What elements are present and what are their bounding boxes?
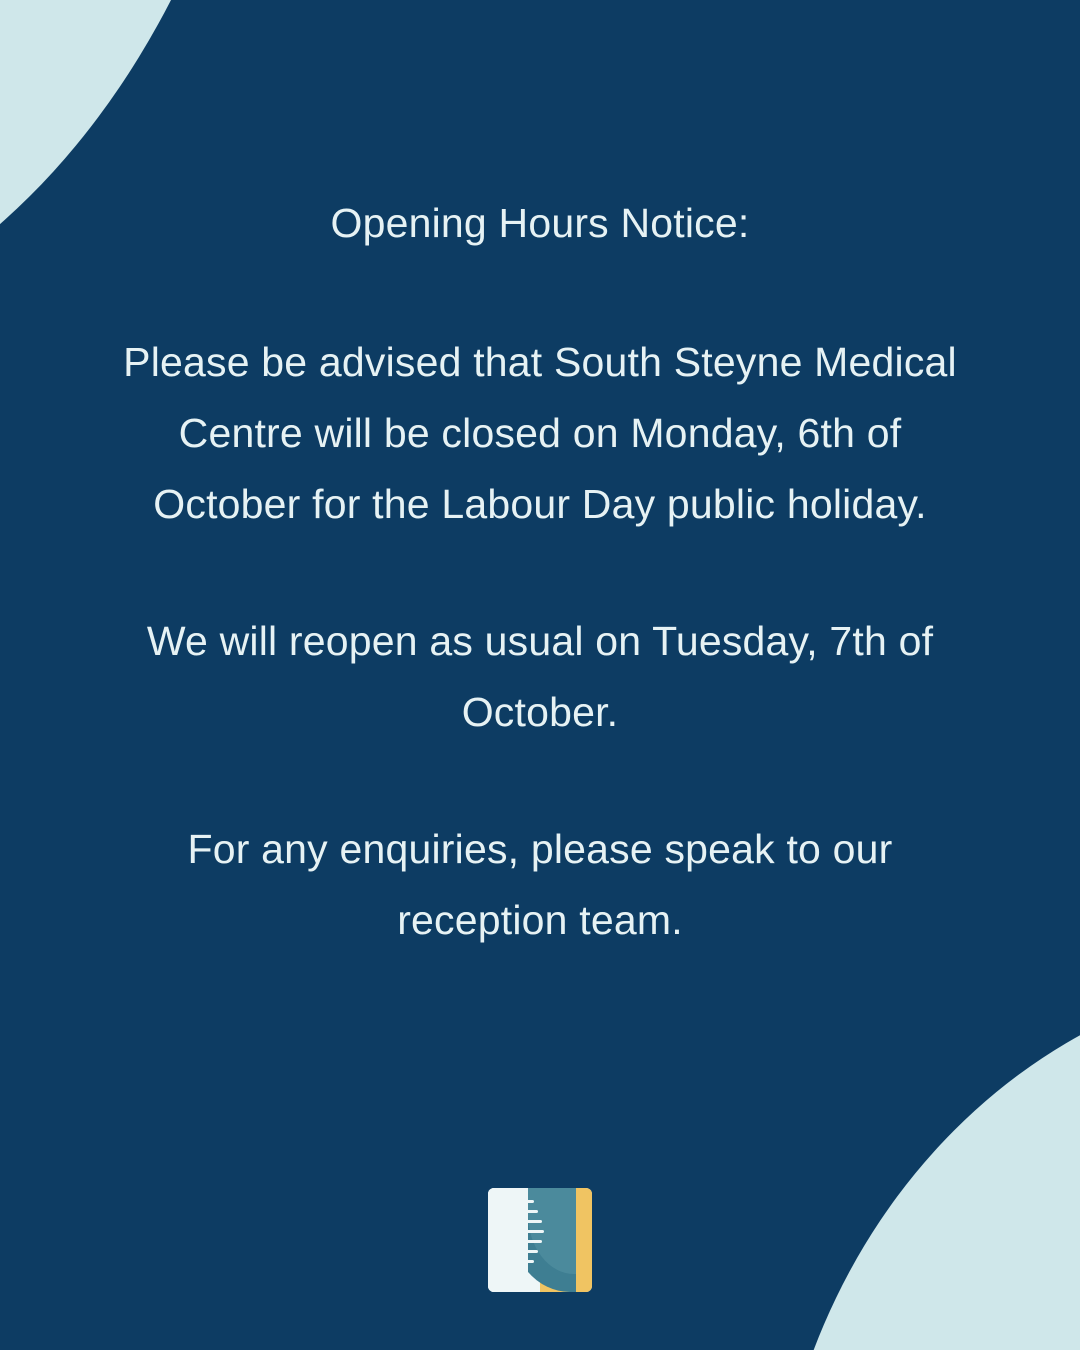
logo-frond-lines: [492, 1194, 548, 1288]
notice-text-block: [120, 196, 960, 956]
notice-paragraph-enquiries: For any enquiries, please speak to our reception team.: [187, 825, 893, 943]
spacer-1: [120, 251, 960, 327]
notice-heading: Opening Hours Notice:: [330, 200, 750, 246]
logo-container: [488, 1188, 592, 1292]
notice-paragraph-reopen: We will reopen as usual on Tuesday, 7th of October.: [146, 618, 934, 736]
brand-logo-icon: [488, 1188, 592, 1292]
spacer-3: [120, 748, 960, 814]
spacer-2: [120, 540, 960, 606]
notice-paragraph-closure: Please be advised that South Steyne Medical Centre will be closed on Monday, 6th of October for the Labour Day public holiday.: [123, 339, 957, 528]
